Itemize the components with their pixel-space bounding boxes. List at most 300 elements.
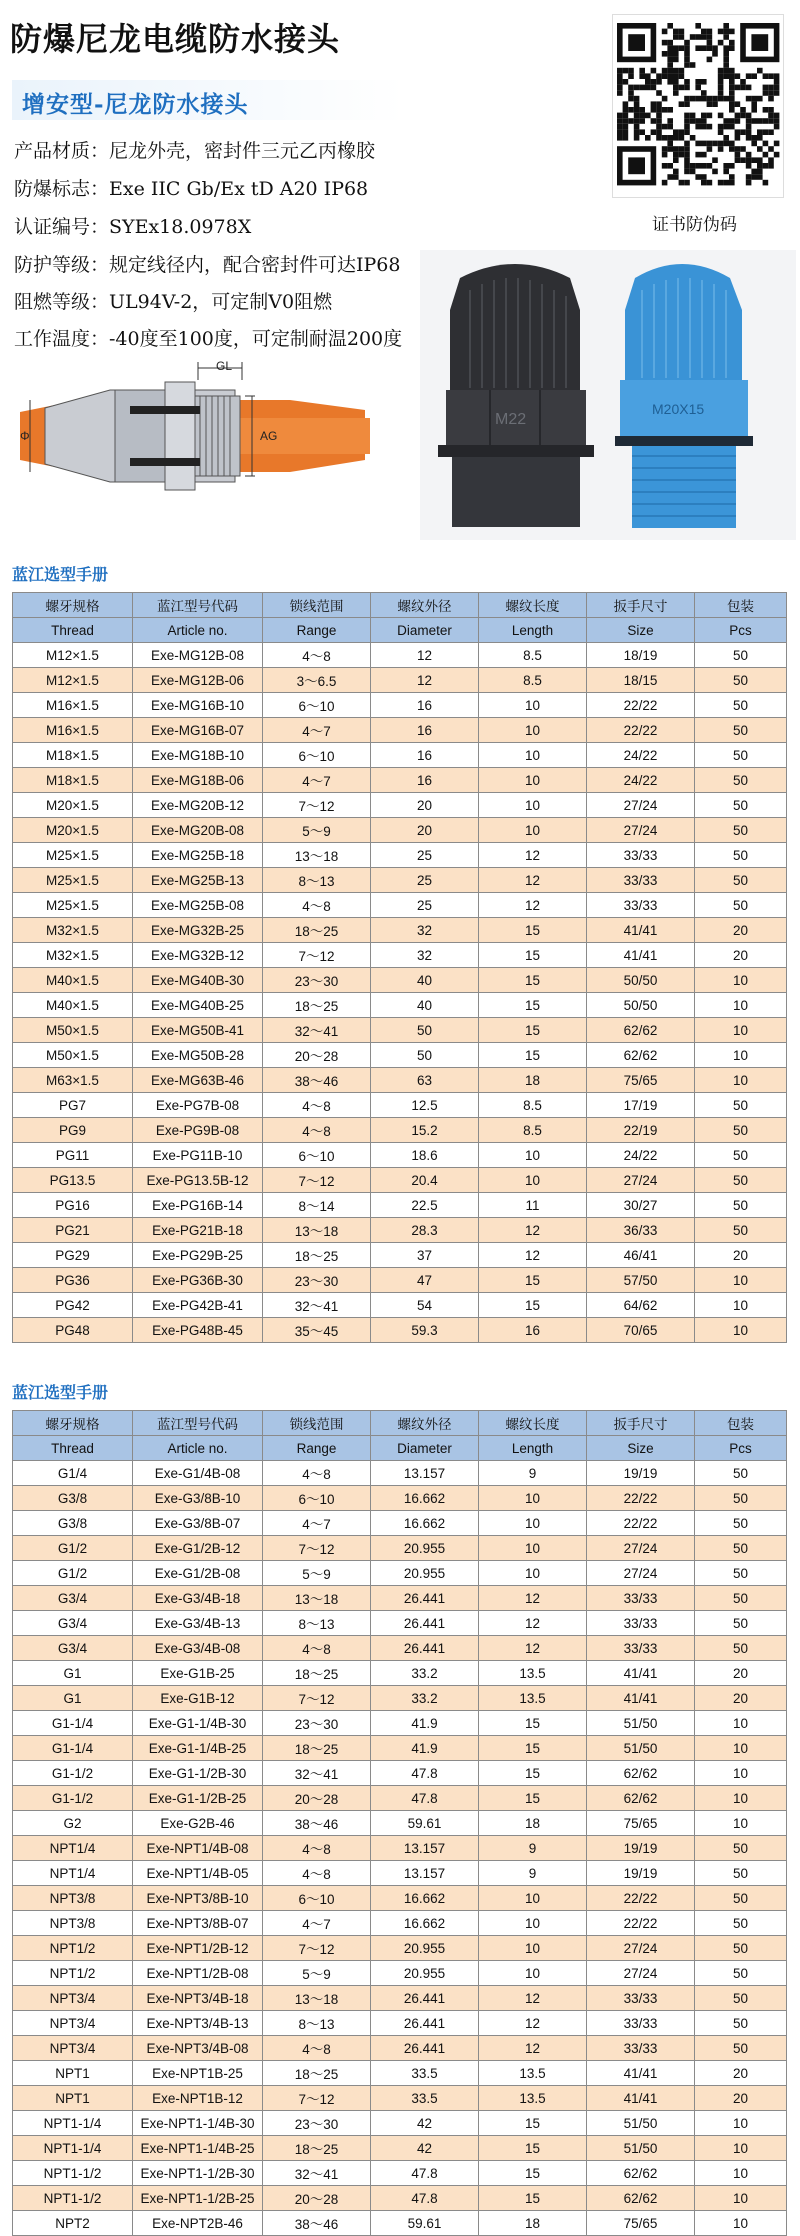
black-gland-image <box>438 264 594 527</box>
table-row <box>13 1611 787 1636</box>
table-cell: 8.5 <box>479 668 587 693</box>
table-cell: 7～12 <box>263 1536 371 1561</box>
table-cell: 42 <box>371 2111 479 2136</box>
table-row <box>13 718 787 743</box>
table-cell: 33/33 <box>587 1586 695 1611</box>
table-cell: M12×1.5 <box>13 668 133 693</box>
table-cell: PG13.5 <box>13 1168 133 1193</box>
table-cell: 8～13 <box>263 2011 371 2036</box>
table-row <box>13 1636 787 1661</box>
table-cell: 20 <box>371 818 479 843</box>
table-cell: 50 <box>695 1561 787 1586</box>
table-cell: 10 <box>695 1736 787 1761</box>
table-cell: M40×1.5 <box>13 993 133 1018</box>
header-cell: Length <box>479 618 587 643</box>
table-cell: Exe-PG7B-08 <box>133 1093 263 1118</box>
svg-text:M20X15: M20X15 <box>652 401 705 417</box>
spec-value: SYEx18.0978X <box>109 216 252 238</box>
table-cell: 10 <box>479 718 587 743</box>
table-cell: Exe-NPT1-1/2B-25 <box>133 2186 263 2211</box>
table-cell: 10 <box>695 1761 787 1786</box>
table-cell: Exe-PG29B-25 <box>133 1243 263 1268</box>
table-cell: 8.5 <box>479 643 587 668</box>
table-cell: 20.955 <box>371 1561 479 1586</box>
table-cell: Exe-G1B-12 <box>133 1686 263 1711</box>
table-cell: 12 <box>479 2036 587 2061</box>
table-cell: G3/8 <box>13 1486 133 1511</box>
table-cell: 18 <box>479 1068 587 1093</box>
table-row <box>13 1018 787 1043</box>
table-cell: 13～18 <box>263 1586 371 1611</box>
table-cell: 50 <box>695 1986 787 2011</box>
table-cell: 10 <box>695 1068 787 1093</box>
table-cell: 51/50 <box>587 2136 695 2161</box>
table-cell: 9 <box>479 1836 587 1861</box>
table-cell: 7～12 <box>263 793 371 818</box>
table-cell: 50 <box>695 768 787 793</box>
table-cell: 10 <box>479 743 587 768</box>
table-cell: 15 <box>479 1018 587 1043</box>
table-cell: 54 <box>371 1293 479 1318</box>
table-cell: 15 <box>479 1293 587 1318</box>
table-cell: G1-1/4 <box>13 1711 133 1736</box>
table-cell: 27/24 <box>587 1168 695 1193</box>
table-cell: 15 <box>479 1786 587 1811</box>
table-cell: 16.662 <box>371 1911 479 1936</box>
table-cell: 50 <box>695 743 787 768</box>
table-row <box>13 1168 787 1193</box>
table-cell: 16 <box>371 768 479 793</box>
spec-cert-no <box>14 212 251 239</box>
table-row <box>13 1486 787 1511</box>
table-cell: 13.157 <box>371 1836 479 1861</box>
table-cell: 4～8 <box>263 893 371 918</box>
header-cell: Size <box>587 618 695 643</box>
header-cell: Thread <box>13 1436 133 1461</box>
header-cell: Thread <box>13 618 133 643</box>
table-cell: 10 <box>479 1936 587 1961</box>
table-cell: 15 <box>479 2111 587 2136</box>
table-cell: 26.441 <box>371 1986 479 2011</box>
header-cell: Diameter <box>371 1436 479 1461</box>
header-cell: Pcs <box>695 1436 787 1461</box>
table-cell: 10 <box>695 1811 787 1836</box>
spec-label: 防爆标志： <box>14 178 110 200</box>
table-row <box>13 918 787 943</box>
table-cell: 6～10 <box>263 1886 371 1911</box>
table-cell: NPT1/2 <box>13 1936 133 1961</box>
table-cell: 4～8 <box>263 1093 371 1118</box>
table-cell: 50 <box>695 893 787 918</box>
spec-flame <box>14 287 332 314</box>
table-row <box>13 1461 787 1486</box>
table-cell: 10 <box>479 1168 587 1193</box>
table-cell: Exe-MG12B-06 <box>133 668 263 693</box>
table-cell: 15 <box>479 993 587 1018</box>
table-cell: PG21 <box>13 1218 133 1243</box>
table-cell: 41/41 <box>587 918 695 943</box>
table-cell: Exe-NPT3/4B-13 <box>133 2011 263 2036</box>
table-cell: 18～25 <box>263 1243 371 1268</box>
header-cell: Length <box>479 1436 587 1461</box>
table-row <box>13 793 787 818</box>
table-cell: Exe-PG9B-08 <box>133 1118 263 1143</box>
gland-hex-shape <box>165 382 195 490</box>
table-cell: Exe-G1/2B-08 <box>133 1561 263 1586</box>
table-cell: 8.5 <box>479 1118 587 1143</box>
table-cell: 22/22 <box>587 1486 695 1511</box>
qr-code[interactable] <box>612 14 784 198</box>
table-row <box>13 643 787 668</box>
table-cell: 20～28 <box>263 2186 371 2211</box>
table-cell: 23～30 <box>263 1268 371 1293</box>
table-cell: 15.2 <box>371 1118 479 1143</box>
table-cell: 32～41 <box>263 2161 371 2186</box>
table-cell: 50 <box>695 1118 787 1143</box>
spec-material <box>14 136 375 163</box>
table-cell: NPT3/4 <box>13 2011 133 2036</box>
table-cell: 12 <box>479 1636 587 1661</box>
table-cell: 19/19 <box>587 1836 695 1861</box>
table-cell: 10 <box>695 1043 787 1068</box>
table-cell: 23～30 <box>263 1711 371 1736</box>
table-cell: 8～13 <box>263 1611 371 1636</box>
table-cell: M18×1.5 <box>13 743 133 768</box>
table-cell: 50 <box>695 818 787 843</box>
section-title-2: 蓝江选型手册 <box>12 1383 109 1402</box>
table-cell: Exe-G1-1/4B-30 <box>133 1711 263 1736</box>
table-cell: 24/22 <box>587 743 695 768</box>
table-cell: 20.955 <box>371 1936 479 1961</box>
table-cell: G3/4 <box>13 1636 133 1661</box>
table-cell: 27/24 <box>587 793 695 818</box>
table-cell: Exe-NPT1/4B-05 <box>133 1861 263 1886</box>
header-cell: Range <box>263 1436 371 1461</box>
table-cell: 40 <box>371 968 479 993</box>
table-cell: 6～10 <box>263 1486 371 1511</box>
table-cell: 47.8 <box>371 1786 479 1811</box>
table-row <box>13 943 787 968</box>
table-cell: 18～25 <box>263 1736 371 1761</box>
table-cell: 50 <box>695 1911 787 1936</box>
table-cell: 10 <box>479 768 587 793</box>
spec-value: Exe IIC Gb/Ex tD A20 IP68 <box>109 178 369 200</box>
table-cell: Exe-G1B-25 <box>133 1661 263 1686</box>
header-cell: 包装 <box>695 593 787 618</box>
seal-top <box>130 406 200 414</box>
table-cell: 4～8 <box>263 1118 371 1143</box>
table-cell: 22/22 <box>587 718 695 743</box>
table-cell: Exe-NPT1/2B-12 <box>133 1936 263 1961</box>
table-cell: 50 <box>695 1143 787 1168</box>
table-cell: M50×1.5 <box>13 1018 133 1043</box>
table-row <box>13 2011 787 2036</box>
table-cell: Exe-MG18B-06 <box>133 768 263 793</box>
table-cell: 50 <box>695 2011 787 2036</box>
table-header-en <box>13 1436 787 1461</box>
table-cell: 20 <box>695 1686 787 1711</box>
table-cell: 4～7 <box>263 1511 371 1536</box>
table-row <box>13 968 787 993</box>
table-cell: 33.2 <box>371 1686 479 1711</box>
table-cell: 26.441 <box>371 1611 479 1636</box>
table-cell: 18～25 <box>263 1661 371 1686</box>
table-cell: 10 <box>479 693 587 718</box>
header-cell: 锁线范围 <box>263 593 371 618</box>
table-cell: NPT1/4 <box>13 1836 133 1861</box>
table-row <box>13 1118 787 1143</box>
table-row <box>13 2136 787 2161</box>
table-cell: 10 <box>695 2211 787 2236</box>
table-cell: 4～7 <box>263 768 371 793</box>
table-cell: 62/62 <box>587 2161 695 2186</box>
table-cell: NPT1-1/2 <box>13 2186 133 2211</box>
table-cell: 50 <box>695 1511 787 1536</box>
table-cell: 10 <box>479 793 587 818</box>
table-cell: NPT1 <box>13 2086 133 2111</box>
table-cell: 10 <box>695 2161 787 2186</box>
table-cell: 64/62 <box>587 1293 695 1318</box>
table-cell: Exe-G3/4B-08 <box>133 1636 263 1661</box>
table-cell: 50 <box>695 1861 787 1886</box>
table-cell: 33/33 <box>587 843 695 868</box>
table-cell: Exe-NPT3/4B-08 <box>133 2036 263 2061</box>
table-cell: 10 <box>695 968 787 993</box>
table-cell: 20 <box>695 2086 787 2111</box>
table-cell: M25×1.5 <box>13 843 133 868</box>
table-cell: Exe-G1-1/2B-25 <box>133 1786 263 1811</box>
table-cell: 70/65 <box>587 1318 695 1343</box>
table-row <box>13 1143 787 1168</box>
table-cell: 32 <box>371 943 479 968</box>
table-row <box>13 1068 787 1093</box>
table-cell: Exe-NPT3/8B-07 <box>133 1911 263 1936</box>
table-row <box>13 1243 787 1268</box>
spec-value: 规定线径内，配合密封件可达IP68 <box>109 254 401 276</box>
table-cell: 33.5 <box>371 2086 479 2111</box>
table-cell: 18～25 <box>263 2136 371 2161</box>
table-cell: 4～8 <box>263 1861 371 1886</box>
table-cell: G1 <box>13 1661 133 1686</box>
table-cell: 17/19 <box>587 1093 695 1118</box>
table-cell: M25×1.5 <box>13 868 133 893</box>
table-cell: G1 <box>13 1686 133 1711</box>
table-cell: 32～41 <box>263 1018 371 1043</box>
spec-label: 防护等级： <box>14 254 110 276</box>
table-cell: 63 <box>371 1068 479 1093</box>
table-cell: 22/22 <box>587 1886 695 1911</box>
table-cell: 25 <box>371 893 479 918</box>
table-cell: 50 <box>371 1018 479 1043</box>
header-cell: Article no. <box>133 1436 263 1461</box>
table-cell: 5～9 <box>263 1561 371 1586</box>
table-cell: 47.8 <box>371 2186 479 2211</box>
table-cell: 10 <box>695 2136 787 2161</box>
table-cell: 15 <box>479 1043 587 1068</box>
table-cell: M20×1.5 <box>13 818 133 843</box>
table-row <box>13 843 787 868</box>
table-cell: Exe-NPT1-1/4B-25 <box>133 2136 263 2161</box>
table-cell: PG9 <box>13 1118 133 1143</box>
table-row <box>13 1836 787 1861</box>
table-row <box>13 768 787 793</box>
table-cell: 7～12 <box>263 943 371 968</box>
table-cell: G1/2 <box>13 1561 133 1586</box>
table-cell: 41/41 <box>587 1686 695 1711</box>
table-cell: 50 <box>695 1936 787 1961</box>
table-cell: 62/62 <box>587 1761 695 1786</box>
table-cell: PG11 <box>13 1143 133 1168</box>
table-cell: 15 <box>479 2136 587 2161</box>
table-cell: 22/22 <box>587 693 695 718</box>
table-cell: G2 <box>13 1811 133 1836</box>
table-row <box>13 1661 787 1686</box>
header-cell: 扳手尺寸 <box>587 593 695 618</box>
table-cell: Exe-MG25B-13 <box>133 868 263 893</box>
table-cell: 16 <box>371 718 479 743</box>
table-cell: 47.8 <box>371 2161 479 2186</box>
table-cell: PG16 <box>13 1193 133 1218</box>
table-cell: 7～12 <box>263 1686 371 1711</box>
table-cell: 42 <box>371 2136 479 2161</box>
table-cell: 10 <box>479 1511 587 1536</box>
table-cell: 33/33 <box>587 1611 695 1636</box>
table-cell: 50 <box>695 643 787 668</box>
table-header-en <box>13 618 787 643</box>
table-cell: 13.5 <box>479 2061 587 2086</box>
table-cell: 12 <box>479 1218 587 1243</box>
table-row <box>13 993 787 1018</box>
table-cell: 12 <box>479 843 587 868</box>
table-cell: 27/24 <box>587 1561 695 1586</box>
header-cell: Diameter <box>371 618 479 643</box>
table-cell: 62/62 <box>587 1043 695 1068</box>
table-cell: 16 <box>371 743 479 768</box>
table-cell: Exe-NPT1-1/2B-30 <box>133 2161 263 2186</box>
table-cell: 10 <box>479 818 587 843</box>
table-row <box>13 2086 787 2111</box>
table-cell: 50 <box>695 1168 787 1193</box>
table-cell: 25 <box>371 868 479 893</box>
table-cell: 50 <box>695 1093 787 1118</box>
table-cell: 12 <box>479 1986 587 2011</box>
table-cell: 23～30 <box>263 2111 371 2136</box>
table-cell: G1/2 <box>13 1536 133 1561</box>
table-cell: 41/41 <box>587 2061 695 2086</box>
table-cell: 16.662 <box>371 1886 479 1911</box>
table-cell: 75/65 <box>587 2211 695 2236</box>
table-cell: 22/22 <box>587 1511 695 1536</box>
header-cell: 锁线范围 <box>263 1411 371 1436</box>
table-cell: Exe-PG11B-10 <box>133 1143 263 1168</box>
table-cell: G1-1/2 <box>13 1786 133 1811</box>
table-cell: 50 <box>695 1486 787 1511</box>
table-cell: 41/41 <box>587 2086 695 2111</box>
table-cell: 13.5 <box>479 2086 587 2111</box>
table-cell: Exe-NPT1B-12 <box>133 2086 263 2111</box>
table-cell: 15 <box>479 1268 587 1293</box>
table-cell: PG42 <box>13 1293 133 1318</box>
table-cell: Exe-NPT3/8B-10 <box>133 1886 263 1911</box>
table-cell: 13.157 <box>371 1461 479 1486</box>
table-cell: Exe-G3/4B-18 <box>133 1586 263 1611</box>
table-row <box>13 1268 787 1293</box>
table-cell: Exe-MG16B-07 <box>133 718 263 743</box>
header-cell: Article no. <box>133 618 263 643</box>
table-row <box>13 1811 787 1836</box>
table-cell: 20 <box>695 2061 787 2086</box>
table-cell: 47.8 <box>371 1761 479 1786</box>
table-cell: 6～10 <box>263 743 371 768</box>
table-cell: 10 <box>479 1143 587 1168</box>
dim-phi-label: Φ <box>20 429 30 443</box>
table-cell: NPT3/4 <box>13 2036 133 2061</box>
table-cell: G1/4 <box>13 1461 133 1486</box>
table-cell: 50 <box>695 793 787 818</box>
table-cell: 38～46 <box>263 1811 371 1836</box>
table-cell: 18 <box>479 1811 587 1836</box>
table-cell: 40 <box>371 993 479 1018</box>
table-cell: 9 <box>479 1461 587 1486</box>
table-cell: NPT1-1/4 <box>13 2111 133 2136</box>
table-cell: 33/33 <box>587 1636 695 1661</box>
table-cell: Exe-PG13.5B-12 <box>133 1168 263 1193</box>
table-cell: 62/62 <box>587 1786 695 1811</box>
table-cell: 50 <box>695 1836 787 1861</box>
spec-value: 尼龙外壳，密封件三元乙丙橡胶 <box>109 140 376 162</box>
table-cell: 59.61 <box>371 2211 479 2236</box>
table-cell: Exe-MG63B-46 <box>133 1068 263 1093</box>
spec-temperature <box>14 324 402 351</box>
table-cell: 5～9 <box>263 818 371 843</box>
table-cell: 50 <box>695 1611 787 1636</box>
table-cell: 20.955 <box>371 1961 479 1986</box>
page-subtitle: 增安型-尼龙防水接头 <box>22 91 249 118</box>
table-cell: PG48 <box>13 1318 133 1343</box>
table-cell: 18～25 <box>263 918 371 943</box>
table-cell: M32×1.5 <box>13 918 133 943</box>
table-cell: G3/4 <box>13 1586 133 1611</box>
table-cell: 12 <box>479 868 587 893</box>
table-cell: 59.61 <box>371 1811 479 1836</box>
table-cell: Exe-MG50B-28 <box>133 1043 263 1068</box>
table-row <box>13 1318 787 1343</box>
product-photo <box>420 250 796 540</box>
spec-ex-mark <box>14 174 368 201</box>
table-cell: 27/24 <box>587 818 695 843</box>
table-cell: 15 <box>479 2161 587 2186</box>
table-cell: 10 <box>695 2186 787 2211</box>
table-cell: 10 <box>479 1886 587 1911</box>
table-cell: G3/4 <box>13 1611 133 1636</box>
svg-text:M22: M22 <box>495 411 527 428</box>
table-cell: 15 <box>479 918 587 943</box>
table-cell: 30/27 <box>587 1193 695 1218</box>
table-cell: Exe-MG20B-12 <box>133 793 263 818</box>
table-cell: 50 <box>695 693 787 718</box>
table-cell: 12 <box>479 893 587 918</box>
table-cell: G3/8 <box>13 1511 133 1536</box>
table-cell: 18 <box>479 2211 587 2236</box>
table-cell: PG29 <box>13 1243 133 1268</box>
table-cell: 50 <box>695 718 787 743</box>
table-cell: 13.157 <box>371 1861 479 1886</box>
table-cell: 20～28 <box>263 1043 371 1068</box>
table-row <box>13 743 787 768</box>
table-cell: 13.5 <box>479 1686 587 1711</box>
table-cell: G1-1/2 <box>13 1761 133 1786</box>
table-cell: NPT2 <box>13 2211 133 2236</box>
